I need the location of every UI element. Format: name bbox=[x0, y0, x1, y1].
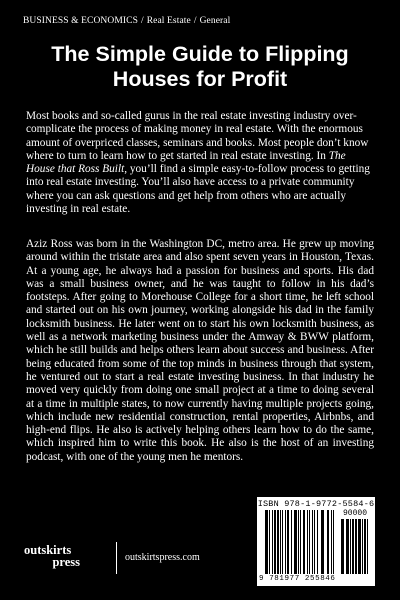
barcode-bar bbox=[300, 510, 301, 574]
barcode-bar bbox=[291, 510, 292, 574]
description-part-1: Most books and so-called gurus in the real estate investing industry over-complicate the process of making money in real estate. With the enormous amount of overpriced classes, seminars and books. Most people don’t know where to turn to learn how to get started in real estate investing. In bbox=[26, 110, 369, 162]
barcode-bar bbox=[303, 510, 305, 574]
barcode-addon-bars bbox=[341, 519, 369, 574]
publisher-divider bbox=[116, 542, 117, 574]
barcode-bar bbox=[274, 510, 276, 574]
barcode-bar bbox=[265, 510, 268, 574]
publisher-logo-line-2: press bbox=[52, 555, 80, 569]
barcode-bar bbox=[277, 510, 279, 574]
description-part-2: , you’ll find a simple easy-to-follow process to getting into real estate investing. You’ll also have access to a private community where you can ask questions and get help from others who are actually investing in real estate. bbox=[26, 163, 370, 216]
publisher-logo-line-1: outskirts bbox=[24, 543, 72, 557]
barcode-bar bbox=[280, 510, 281, 574]
barcode-bar bbox=[327, 510, 329, 574]
author-bio: Aziz Ross was born in the Washington DC, metro area. He grew up moving around within the tristate area and also spent seven years in Houston, Texas. At a young age, he always had a passion for business and sports. His dad was a small business owner, and he was taught to follow in his dad’s footsteps. After going to Morehouse College for a short time, he left school and started out on his own journey, working alongside his dad in the family locksmith business. He later went on to start his own locksmith business, as well as a network marketing business under the Amway & BWW platform, which he still builds and helps others learn about success and business. After being educated from some of the top minds in business through that system, he ventured out to start a real estate investing business. In that industry he moved very quickly from doing one small project at a time to doing several at a time in multiple states, to now currently having multiple projects going, which include new residential construction, rental properties, Airbnbs, and high-end flips. He also is actively helping others learn how to do the same, which inspired him to write this book. He also is the host of an investing podcast, with one of the young men he mentors. bbox=[26, 238, 374, 463]
publisher-url: outskirtspress.com bbox=[125, 552, 200, 563]
description-book-title: The House that Ross Built bbox=[26, 149, 346, 176]
category-separator: / bbox=[193, 16, 197, 26]
barcode-bar bbox=[269, 510, 270, 574]
book-description bbox=[26, 110, 374, 216]
category-primary: BUSINESS & ECONOMICS bbox=[23, 16, 138, 26]
barcode-bar bbox=[294, 510, 297, 574]
publisher-logo bbox=[24, 544, 88, 568]
barcode-bar bbox=[362, 519, 363, 574]
barcode-bar bbox=[333, 510, 334, 574]
barcode-digits: 9 781977 255846 bbox=[259, 575, 336, 583]
barcode-bar bbox=[272, 510, 273, 574]
barcode-bar bbox=[346, 519, 349, 574]
isbn-number: ISBN 978-1-9772-5584-6 bbox=[257, 499, 375, 509]
barcode-bar bbox=[287, 510, 289, 574]
barcode-bar bbox=[312, 510, 313, 574]
barcode-bar bbox=[364, 519, 366, 574]
isbn-barcode bbox=[257, 497, 375, 586]
barcode-bar bbox=[317, 510, 318, 574]
category-secondary: Real Estate bbox=[146, 16, 191, 26]
book-title bbox=[10, 42, 390, 92]
barcode-bar bbox=[285, 510, 286, 574]
barcode-bar bbox=[350, 519, 351, 574]
barcode-bar bbox=[282, 510, 283, 574]
barcode-bar bbox=[341, 519, 344, 574]
barcode-bar bbox=[298, 510, 299, 574]
barcode-bar bbox=[358, 519, 361, 574]
barcode-bar bbox=[307, 510, 308, 574]
barcode-bar bbox=[314, 510, 315, 574]
barcode-bar bbox=[355, 519, 357, 574]
barcode-bar bbox=[352, 519, 354, 574]
barcode-bar bbox=[367, 519, 368, 574]
barcode-bars bbox=[265, 510, 337, 574]
category-line bbox=[23, 16, 383, 26]
barcode-price-code: 90000 bbox=[342, 509, 367, 518]
barcode-bar bbox=[321, 510, 324, 574]
book-title-line-2: Houses for Profit bbox=[112, 67, 288, 91]
book-title-line-1: The Simple Guide to Flipping bbox=[51, 42, 349, 66]
category-separator: / bbox=[140, 16, 144, 26]
category-tertiary: General bbox=[199, 16, 231, 26]
barcode-bar bbox=[331, 510, 332, 574]
barcode-bar bbox=[309, 510, 310, 574]
